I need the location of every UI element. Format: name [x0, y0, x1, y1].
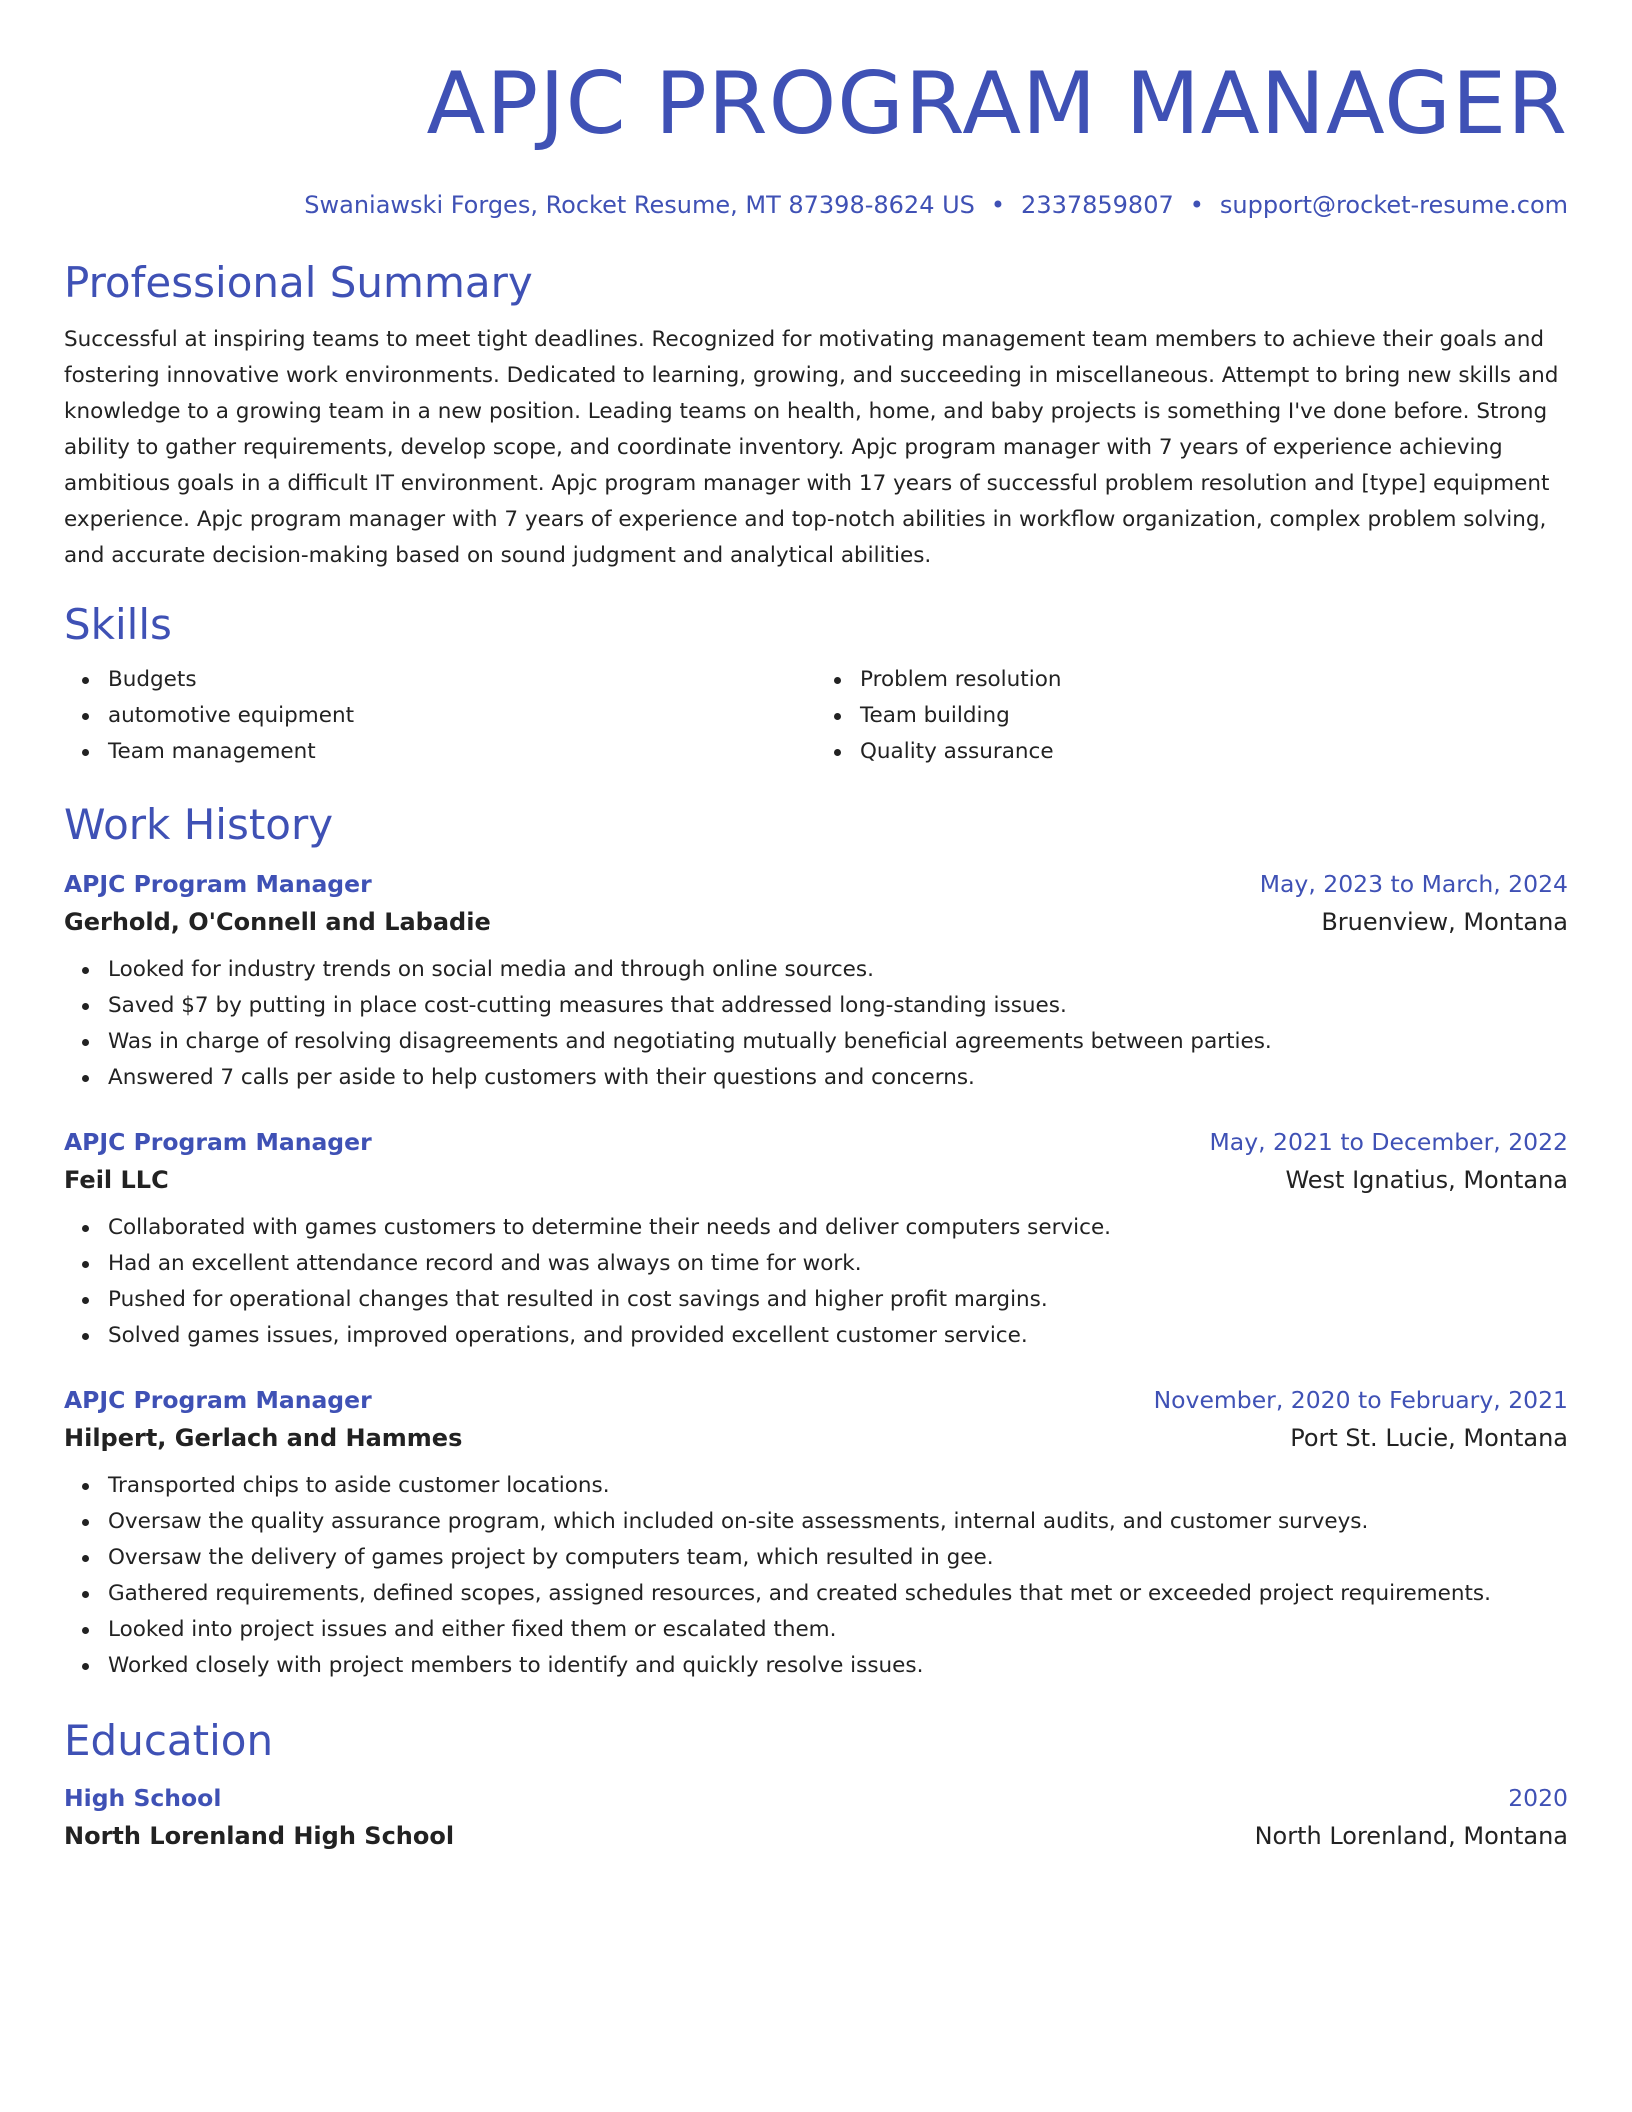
- skills-column-left: [64, 662, 816, 770]
- job-title: APJC Program Manager: [64, 870, 372, 898]
- job-bullet: Looked for industry trends on social media and through online sources.: [108, 952, 1568, 988]
- candidate-name: APJC PROGRAM MANAGER: [426, 54, 1568, 154]
- job-bullet: Solved games issues, improved operations, and provided excellent customer service.: [108, 1318, 1568, 1354]
- education-section: [64, 1716, 1568, 1856]
- education-school: North Lorenland High School: [64, 1822, 455, 1850]
- job-bullets: [64, 1210, 1568, 1354]
- job-bullets: [64, 952, 1568, 1096]
- job-location: West Ignatius, Montana: [1285, 1166, 1568, 1194]
- job-company: Hilpert, Gerlach and Hammes: [64, 1424, 463, 1452]
- job-company-row: [64, 902, 1568, 942]
- job-company: Feil LLC: [64, 1166, 169, 1194]
- job-bullet: Was in charge of resolving disagreements and negotiating mutually beneficial agreements between parties.: [108, 1024, 1568, 1060]
- job-location: Bruenview, Montana: [1321, 908, 1568, 936]
- work-history-section: [64, 800, 1568, 1684]
- education-entry: [64, 1780, 1568, 1856]
- job-bullet: Looked into project issues and either fixed them or escalated them.: [108, 1612, 1568, 1648]
- contact-email: support@rocket-resume.com: [1219, 191, 1568, 219]
- job-company-row: [64, 1418, 1568, 1458]
- education-location: North Lorenland, Montana: [1254, 1822, 1568, 1850]
- skill-item: automotive equipment: [108, 698, 816, 734]
- job-bullets: [64, 1468, 1568, 1684]
- job-bullet: Oversaw the quality assurance program, which included on-site assessments, internal audits, and customer surveys.: [108, 1504, 1568, 1540]
- job-title: APJC Program Manager: [64, 1386, 372, 1414]
- education-header-row: [64, 1780, 1568, 1816]
- job-bullet: Worked closely with project members to identify and quickly resolve issues.: [108, 1648, 1568, 1684]
- education-degree: High School: [64, 1784, 222, 1812]
- contact-phone: 2337859807: [1021, 191, 1174, 219]
- skills-heading: Skills: [64, 600, 172, 649]
- job-entry: [64, 1124, 1568, 1354]
- summary-section: [64, 258, 1568, 574]
- job-dates: May, 2023 to March, 2024: [1259, 870, 1568, 898]
- job-bullet: Oversaw the delivery of games project by computers team, which resulted in gee.: [108, 1540, 1568, 1576]
- job-company-row: [64, 1160, 1568, 1200]
- job-company: Gerhold, O'Connell and Labadie: [64, 908, 491, 936]
- skills-column-right: [816, 662, 1568, 770]
- job-title: APJC Program Manager: [64, 1128, 372, 1156]
- job-entry: [64, 1382, 1568, 1684]
- contact-address: Swaniawski Forges, Rocket Resume, MT 87398-8624 US: [304, 191, 975, 219]
- job-header-row: [64, 866, 1568, 902]
- job-header-row: [64, 1382, 1568, 1418]
- skill-item: Team management: [108, 734, 816, 770]
- job-bullet: Answered 7 calls per aside to help customers with their questions and concerns.: [108, 1060, 1568, 1096]
- skills-section: [64, 600, 1568, 770]
- job-bullet: Collaborated with games customers to determine their needs and deliver computers service.: [108, 1210, 1568, 1246]
- job-dates: May, 2021 to December, 2022: [1209, 1128, 1568, 1156]
- education-heading: Education: [64, 1716, 274, 1765]
- skills-grid: [64, 662, 1568, 770]
- job-bullet: Gathered requirements, defined scopes, assigned resources, and created schedules that met or exceeded project requirements.: [108, 1576, 1568, 1612]
- job-bullet: Pushed for operational changes that resulted in cost savings and higher profit margins.: [108, 1282, 1568, 1318]
- skill-item: Budgets: [108, 662, 816, 698]
- resume-header: [64, 56, 1568, 220]
- education-year: 2020: [1508, 1784, 1568, 1812]
- job-header-row: [64, 1124, 1568, 1160]
- skill-item: Quality assurance: [860, 734, 1568, 770]
- job-dates: November, 2020 to February, 2021: [1153, 1386, 1568, 1414]
- summary-text: Successful at inspiring teams to meet tight deadlines. Recognized for motivating management team members to achieve their goals and fostering innovative work environments. Dedicated to learning, growing, and succeeding in miscellaneous. Attempt to bring new skills and knowledge to a growing team in a new position. Leading teams on health, home, and baby projects is something I've done before. Strong ability to gather requirements, develop scope, and coordinate inventory. Apjc program manager with 7 years of experience achieving ambitious goals in a difficult IT environment. Apjc program manager with 17 years of successful problem resolution and [type] equipment experience. Apjc program manager with 7 years of experience and top-notch abilities in workflow organization, complex problem solving, and accurate decision-making based on sound judgment and analytical abilities.: [64, 327, 1559, 568]
- work-history-heading: Work History: [64, 800, 334, 849]
- skill-item: Team building: [860, 698, 1568, 734]
- job-bullet: Had an excellent attendance record and was always on time for work.: [108, 1246, 1568, 1282]
- skill-item: Problem resolution: [860, 662, 1568, 698]
- contact-line: [64, 190, 1568, 220]
- job-bullet: Transported chips to aside customer locations.: [108, 1468, 1568, 1504]
- job-entry: [64, 866, 1568, 1096]
- contact-separator: •: [1189, 191, 1204, 219]
- job-bullet: Saved $7 by putting in place cost-cutting measures that addressed long-standing issues.: [108, 988, 1568, 1024]
- contact-separator: •: [990, 191, 1006, 219]
- education-school-row: [64, 1816, 1568, 1856]
- summary-heading: Professional Summary: [64, 258, 533, 307]
- job-location: Port St. Lucie, Montana: [1290, 1424, 1568, 1452]
